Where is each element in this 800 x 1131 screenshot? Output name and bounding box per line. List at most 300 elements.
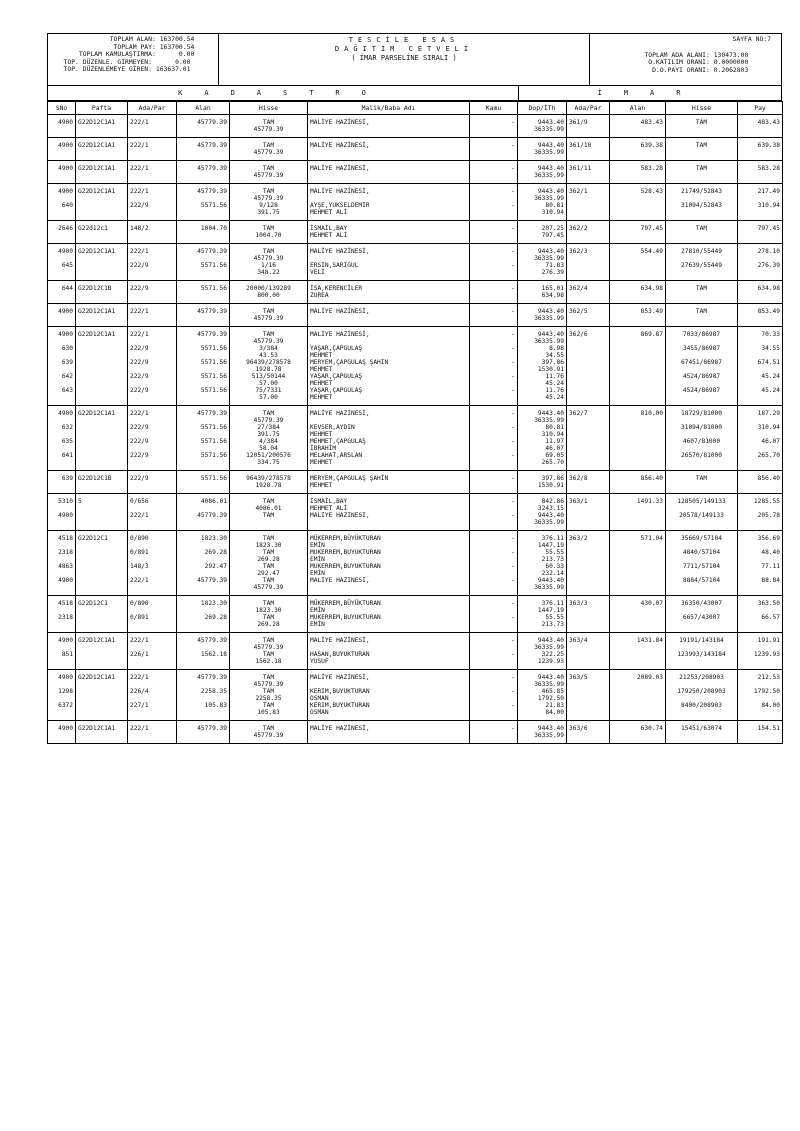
alan-cell: 5571.56 [177,471,230,494]
report-header [47,33,782,86]
kamu-cell: - [470,387,518,406]
sno-cell: 6372 [48,702,76,721]
dop-cell: 9443.40 36335.99 [518,670,567,689]
pafta-cell [76,424,128,438]
ada-par-cell: 222/9 [128,373,177,387]
pafta-cell [76,262,128,281]
sno-cell: 639 [48,471,76,494]
pay-cell: 363.50 [738,596,783,615]
table-row [48,373,783,387]
imar-alan-cell: 634.98 [610,281,666,304]
dop-cell: 11.76 45.24 [518,387,567,406]
imar-hisse-cell: 7711/57104 [666,563,738,577]
alan-cell: 5571.56 [177,424,230,438]
imar-ada-par-cell: 362/4 [567,281,610,304]
dop-cell: 11.76 45.24 [518,373,567,387]
malik-cell: MÜKERREM,BÜYÜKTURAN EMİN [308,549,470,563]
ada-par-cell: 222/9 [128,424,177,438]
pafta-cell [76,577,128,596]
table-row [48,721,783,744]
imar-ada-par-cell [567,387,610,406]
alan-cell: 45779.39 [177,138,230,161]
sno-cell: 4900 [48,633,76,652]
pafta-cell: G22D12C1A1 [76,184,128,203]
alan-cell: 1823.30 [177,596,230,615]
pay-cell: 191.91 [738,633,783,652]
not-included-label: TOP. DÜZENLE. GİRMEYEN: [63,57,152,66]
total-share-label: TOPLAM PAY [113,42,152,51]
ada-par-cell: 222/9 [128,262,177,281]
pay-cell: 276.39 [738,262,783,281]
alan-cell: 5571.56 [177,281,230,304]
pay-cell: 34.55 [738,345,783,359]
ada-par-cell: 222/9 [128,387,177,406]
table-row [48,281,783,304]
alan-cell: 5571.56 [177,373,230,387]
ada-par-cell: 222/1 [128,721,177,744]
imar-hisse-cell: 67451/86987 [666,359,738,373]
imar-ada-par-cell: 361/10 [567,138,610,161]
dop-cell: 9443.40 36335.99 [518,721,567,744]
sno-cell: 4900 [48,327,76,346]
sno-cell: 4900 [48,184,76,203]
table-row [48,202,783,221]
imar-hisse-cell: 36350/43007 [666,596,738,615]
pay-cell: 853.49 [738,304,783,327]
table-row [48,633,783,652]
sno-cell: 2318 [48,549,76,563]
imar-hisse-cell: 20578/149133 [666,512,738,531]
malik-cell: MEHMET,ÇAPGULAŞ İBRAHİM [308,438,470,452]
imar-alan-cell [610,702,666,721]
table-row [48,549,783,563]
sno-cell: 632 [48,424,76,438]
dop-cell: 207.25 797.45 [518,221,567,244]
kamu-cell: - [470,633,518,652]
sno-cell: 4900 [48,244,76,263]
kamu-cell: - [470,304,518,327]
pafta-cell [76,512,128,531]
dop-cell: 55.55 213.73 [518,549,567,563]
pay-cell: 88.84 [738,577,783,596]
pay-cell: 187.29 [738,406,783,425]
imar-ada-par-cell [567,512,610,531]
imar-ada-par-cell [567,688,610,702]
alan-cell: 105.83 [177,702,230,721]
malik-cell: AYŞE,YÜKSELDEMİR MEHMET ALİ [308,202,470,221]
hisse-cell: TAM 45779.39 [230,161,308,184]
alan-cell: 1823.30 [177,531,230,550]
table-row [48,138,783,161]
kamu-cell: - [470,244,518,263]
kamu-cell: - [470,438,518,452]
alan-cell: 4086.01 [177,494,230,513]
table-row [48,531,783,550]
alan-cell: 269.28 [177,549,230,563]
ada-par-cell: 0/656 [128,494,177,513]
imar-alan-cell [610,387,666,406]
imar-ada-par-cell [567,359,610,373]
ratios-block [589,34,781,85]
sno-cell: 4900 [48,577,76,596]
pafta-cell: 5 [76,494,128,513]
imar-alan-cell: 869.87 [610,327,666,346]
imar-alan-cell: 2089.03 [610,670,666,689]
ada-par-cell: 222/1 [128,577,177,596]
imar-hisse-cell: 4524/86987 [666,387,738,406]
hisse-cell: TAM 45779.39 [230,406,308,425]
ada-par-cell: 222/9 [128,471,177,494]
hisse-cell: TAM 1004.70 [230,221,308,244]
alan-cell: 269.28 [177,614,230,633]
imar-hisse-cell: 7033/86987 [666,327,738,346]
sno-cell: 4900 [48,115,76,138]
sno-cell: 4900 [48,670,76,689]
malik-cell: YAŞAR,ÇAPGULAŞ MEHMET [308,345,470,359]
kamu-cell: - [470,262,518,281]
pafta-cell: G22D12C1 [76,531,128,550]
ada-par-cell: 222/9 [128,202,177,221]
imar-ada-par-cell: 362/5 [567,304,610,327]
imar-alan-cell [610,202,666,221]
imar-hisse-cell: 8884/57104 [666,577,738,596]
table-row [48,688,783,702]
total-area-label: TOPLAM ALAN [109,35,152,43]
dop-ratio-label: D.O.PAYI ORANI [652,65,706,74]
imar-hisse-cell: 21749/52843 [666,184,738,203]
hisse-cell: TAM 45779.39 [230,721,308,744]
imar-alan-cell [610,262,666,281]
kamu-cell: - [470,184,518,203]
kamu-cell: - [470,494,518,513]
participation-ratio-value: : 0.0000000 [706,58,749,67]
kamu-cell: - [470,549,518,563]
imar-ada-par-cell: 363/3 [567,596,610,615]
sno-cell: 4900 [48,161,76,184]
malik-cell: KERİM,BÜYÜKTURAN OSMAN [308,688,470,702]
hisse-cell: 20000/139289 800.00 [230,281,308,304]
hisse-cell: 1/16 348.22 [230,262,308,281]
malik-cell: MALİYE HAZİNESİ, [308,633,470,652]
pay-cell: 356.69 [738,531,783,550]
table-row [48,596,783,615]
ada-par-cell: 0/891 [128,614,177,633]
kamu-cell: - [470,670,518,689]
imar-alan-cell: 583.28 [610,161,666,184]
hisse-cell: 27/384 391.75 [230,424,308,438]
page-number: SAYFA NO:7 [732,35,771,43]
pafta-cell [76,373,128,387]
imar-hisse-cell: 27639/55449 [666,262,738,281]
imar-alan-cell: 639.38 [610,138,666,161]
table-row [48,438,783,452]
imar-hisse-cell: 4607/81000 [666,438,738,452]
block-area-value: : 130473.00 [706,50,749,59]
ada-par-cell: 222/1 [128,184,177,203]
ada-par-cell: 148/2 [128,221,177,244]
total-area-value: : 163700.54 [152,35,195,43]
imar-hisse-cell: TAM [666,471,738,494]
pafta-cell: G22D12C1B [76,281,128,304]
dop-cell: 397.86 1530.91 [518,471,567,494]
kamu-cell: - [470,471,518,494]
malik-cell: KERİM,BÜYÜKTURAN OSMAN [308,702,470,721]
pafta-cell [76,202,128,221]
table-row [48,563,783,577]
alan-cell: 45779.39 [177,633,230,652]
dop-cell: 8.98 34.55 [518,345,567,359]
imar-alan-cell [610,549,666,563]
dop-cell: 842.86 3243.15 [518,494,567,513]
pafta-cell [76,614,128,633]
pay-cell: 66.57 [738,614,783,633]
kamu-cell: - [470,327,518,346]
imar-hisse-cell: 8400/208903 [666,702,738,721]
ada-par-cell: 222/1 [128,406,177,425]
hisse-cell: 3/384 43.53 [230,345,308,359]
participation-ratio-label: O.KATILIM ORANI [648,58,706,67]
table-row [48,262,783,281]
alan-cell: 2258.35 [177,688,230,702]
malik-cell: MÜKERREM,BÜYÜKTURAN EMİN [308,614,470,633]
pay-cell: 84.00 [738,702,783,721]
dop-cell: 9443.40 36335.99 [518,512,567,531]
hisse-cell: TAM 4086.01 [230,494,308,513]
hisse-cell: TAM 1823.30 [230,596,308,615]
alan-cell: 45779.39 [177,670,230,689]
imar-hisse-cell: 123993/143184 [666,651,738,670]
sno-cell: 4900 [48,721,76,744]
kamu-cell: - [470,596,518,615]
malik-cell: YAŞAR,ÇAPGULAŞ MEHMET [308,373,470,387]
sno-cell: 639 [48,359,76,373]
alan-cell: 45779.39 [177,721,230,744]
dop-cell: 11.97 46.07 [518,438,567,452]
table-row [48,304,783,327]
alan-cell: 45779.39 [177,304,230,327]
pafta-cell [76,452,128,471]
pay-cell: 856.40 [738,471,783,494]
alan-cell: 5571.56 [177,345,230,359]
imar-alan-cell: 630.74 [610,721,666,744]
imar-alan-cell: 797.45 [610,221,666,244]
alan-cell: 1562.18 [177,651,230,670]
table-row [48,244,783,263]
imar-alan-cell: 853.49 [610,304,666,327]
dop-cell: 9443.40 36335.99 [518,244,567,263]
sno-cell: 4863 [48,563,76,577]
imar-ada-par-cell: 361/11 [567,161,610,184]
hisse-cell: TAM 45779.39 [230,244,308,263]
dop-cell: 9443.40 36335.99 [518,406,567,425]
malik-cell: HASAN,BÜYÜKTURAN YUSUF [308,651,470,670]
malik-cell: İSA,KERENCİLER ZUREA [308,281,470,304]
dop-cell: 465.85 1792.50 [518,688,567,702]
ada-par-cell: 222/9 [128,452,177,471]
imar-hisse-cell: TAM [666,281,738,304]
ada-par-cell: 226/1 [128,651,177,670]
alan-cell: 5571.56 [177,438,230,452]
hisse-cell: TAM 45779.39 [230,327,308,346]
table-row [48,670,783,689]
hisse-cell: 9/128 391.75 [230,202,308,221]
dop-cell: 9443.40 36335.99 [518,577,567,596]
kamu-cell: - [470,373,518,387]
malik-cell: MÜKERREM,BÜYÜKTURAN EMİN [308,563,470,577]
imar-hisse-cell: 35669/57104 [666,531,738,550]
dop-cell: 9443.40 36335.99 [518,327,567,346]
alan-cell: 45779.39 [177,184,230,203]
imar-alan-cell: 810.00 [610,406,666,425]
ada-par-cell: 222/9 [128,438,177,452]
report-subtitle: DAĞITIM CETVELİ [334,45,474,53]
col-alan: Alan [177,102,230,115]
table-row [48,161,783,184]
pafta-cell: G22D12C1A1 [76,138,128,161]
report-title: TESCİLE ESAS [348,36,460,44]
sno-cell: 644 [48,281,76,304]
pafta-cell: G22D12C1A1 [76,633,128,652]
pay-cell: 70.33 [738,327,783,346]
alan-cell: 45779.39 [177,327,230,346]
included-label: TOP. DÜZENLEMEYE GİREN: [63,65,152,74]
ada-par-cell: 222/1 [128,304,177,327]
table-row [48,327,783,346]
imar-alan-cell [610,452,666,471]
dop-cell: 9443.40 36335.99 [518,184,567,203]
imar-ada-par-cell: 362/7 [567,406,610,425]
kamu-cell: - [470,651,518,670]
kamu-cell: - [470,721,518,744]
imar-hisse-cell: TAM [666,304,738,327]
ada-par-cell: 222/1 [128,161,177,184]
hisse-cell: TAM 45779.39 [230,184,308,203]
pafta-cell [76,688,128,702]
kamu-cell: - [470,345,518,359]
pay-cell: 45.24 [738,373,783,387]
sno-cell: 851 [48,651,76,670]
block-area-label: TOPLAM ADA ALANI [644,50,706,59]
kamu-cell: - [470,161,518,184]
malik-cell: ERSİN,SARIGÜL VELİ [308,262,470,281]
ada-par-cell: 0/891 [128,549,177,563]
imar-alan-cell: 856.40 [610,471,666,494]
imar-alan-cell: 1431.84 [610,633,666,652]
malik-cell: YAŞAR,ÇAPGULAŞ MEHMET [308,387,470,406]
dop-cell: 165.01 634.98 [518,281,567,304]
sno-cell: 4900 [48,512,76,531]
alan-cell: 292.47 [177,563,230,577]
sno-cell: 630 [48,345,76,359]
table-row [48,512,783,531]
sno-cell: 2318 [48,614,76,633]
imar-hisse-cell: TAM [666,138,738,161]
hisse-cell: TAM 269.28 [230,614,308,633]
kamu-cell: - [470,138,518,161]
pafta-cell [76,359,128,373]
alan-cell: 45779.39 [177,577,230,596]
hisse-cell: 96439/278578 1928.78 [230,471,308,494]
pafta-cell [76,651,128,670]
dop-cell: 9443.40 36335.99 [518,633,567,652]
malik-cell: MALİYE HAZİNESİ, [308,115,470,138]
pay-cell: 45.24 [738,387,783,406]
dop-cell: 80.81 310.94 [518,202,567,221]
col-imar-hisse: Hisse [666,102,738,115]
alan-cell: 45779.39 [177,512,230,531]
hisse-cell: TAM 45779.39 [230,304,308,327]
imar-hisse-cell: 18729/81000 [666,406,738,425]
alan-cell: 1004.70 [177,221,230,244]
pafta-cell: G22D12C1B [76,471,128,494]
pay-cell: 1792.50 [738,688,783,702]
kamu-cell: - [470,452,518,471]
dop-cell: 60.33 232.14 [518,563,567,577]
malik-cell: MALİYE HAZİNESİ, [308,161,470,184]
pay-cell: 797.45 [738,221,783,244]
imar-alan-cell [610,614,666,633]
pay-cell: 48.40 [738,549,783,563]
sno-cell: 643 [48,387,76,406]
pafta-cell [76,345,128,359]
ada-par-cell: 222/1 [128,327,177,346]
dop-cell: 397.86 1530.91 [518,359,567,373]
section-bar [47,86,782,101]
dop-cell: 376.11 1447.19 [518,531,567,550]
table-row [48,651,783,670]
imar-hisse-cell: 26570/81000 [666,452,738,471]
ada-par-cell: 222/1 [128,633,177,652]
pay-cell: 77.11 [738,563,783,577]
kamu-cell: - [470,563,518,577]
hisse-cell: TAM 292.47 [230,563,308,577]
ada-par-cell: 222/1 [128,512,177,531]
imar-alan-cell [610,688,666,702]
imar-ada-par-cell: 362/1 [567,184,610,203]
pafta-cell [76,563,128,577]
hisse-cell: TAM 269.28 [230,549,308,563]
hisse-cell: TAM 45779.39 [230,115,308,138]
imar-hisse-cell: TAM [666,221,738,244]
alan-cell: 5571.56 [177,262,230,281]
pafta-cell: G22D12C1A1 [76,115,128,138]
malik-cell: MALİYE HAZİNESİ, [308,138,470,161]
col-imar-ada-par: Ada/Par [567,102,610,115]
dop-cell: 21.83 84.00 [518,702,567,721]
alan-cell: 45779.39 [177,115,230,138]
malik-cell: İSMAİL,BAY MEHMET ALİ [308,221,470,244]
imar-alan-cell [610,563,666,577]
imar-ada-par-cell [567,563,610,577]
dop-cell: 55.55 213.73 [518,614,567,633]
pafta-cell [76,702,128,721]
imar-alan-cell [610,345,666,359]
total-expropriation-value: : 0.00 [152,50,195,59]
pay-cell: 212.53 [738,670,783,689]
hisse-cell: TAM 1562.18 [230,651,308,670]
imar-hisse-cell: 179250/208903 [666,688,738,702]
dop-ratio-value: : 0.2062803 [706,65,749,74]
col-sno: SNo [48,102,76,115]
imar-alan-cell [610,512,666,531]
hisse-cell: TAM 45779.39 [230,577,308,596]
malik-cell: MALİYE HAZİNESİ, [308,327,470,346]
alan-cell: 45779.39 [177,161,230,184]
imar-ada-par-cell [567,452,610,471]
ada-par-cell: 148/3 [128,563,177,577]
imar-alan-cell [610,651,666,670]
pafta-cell: G22D12C1A1 [76,721,128,744]
